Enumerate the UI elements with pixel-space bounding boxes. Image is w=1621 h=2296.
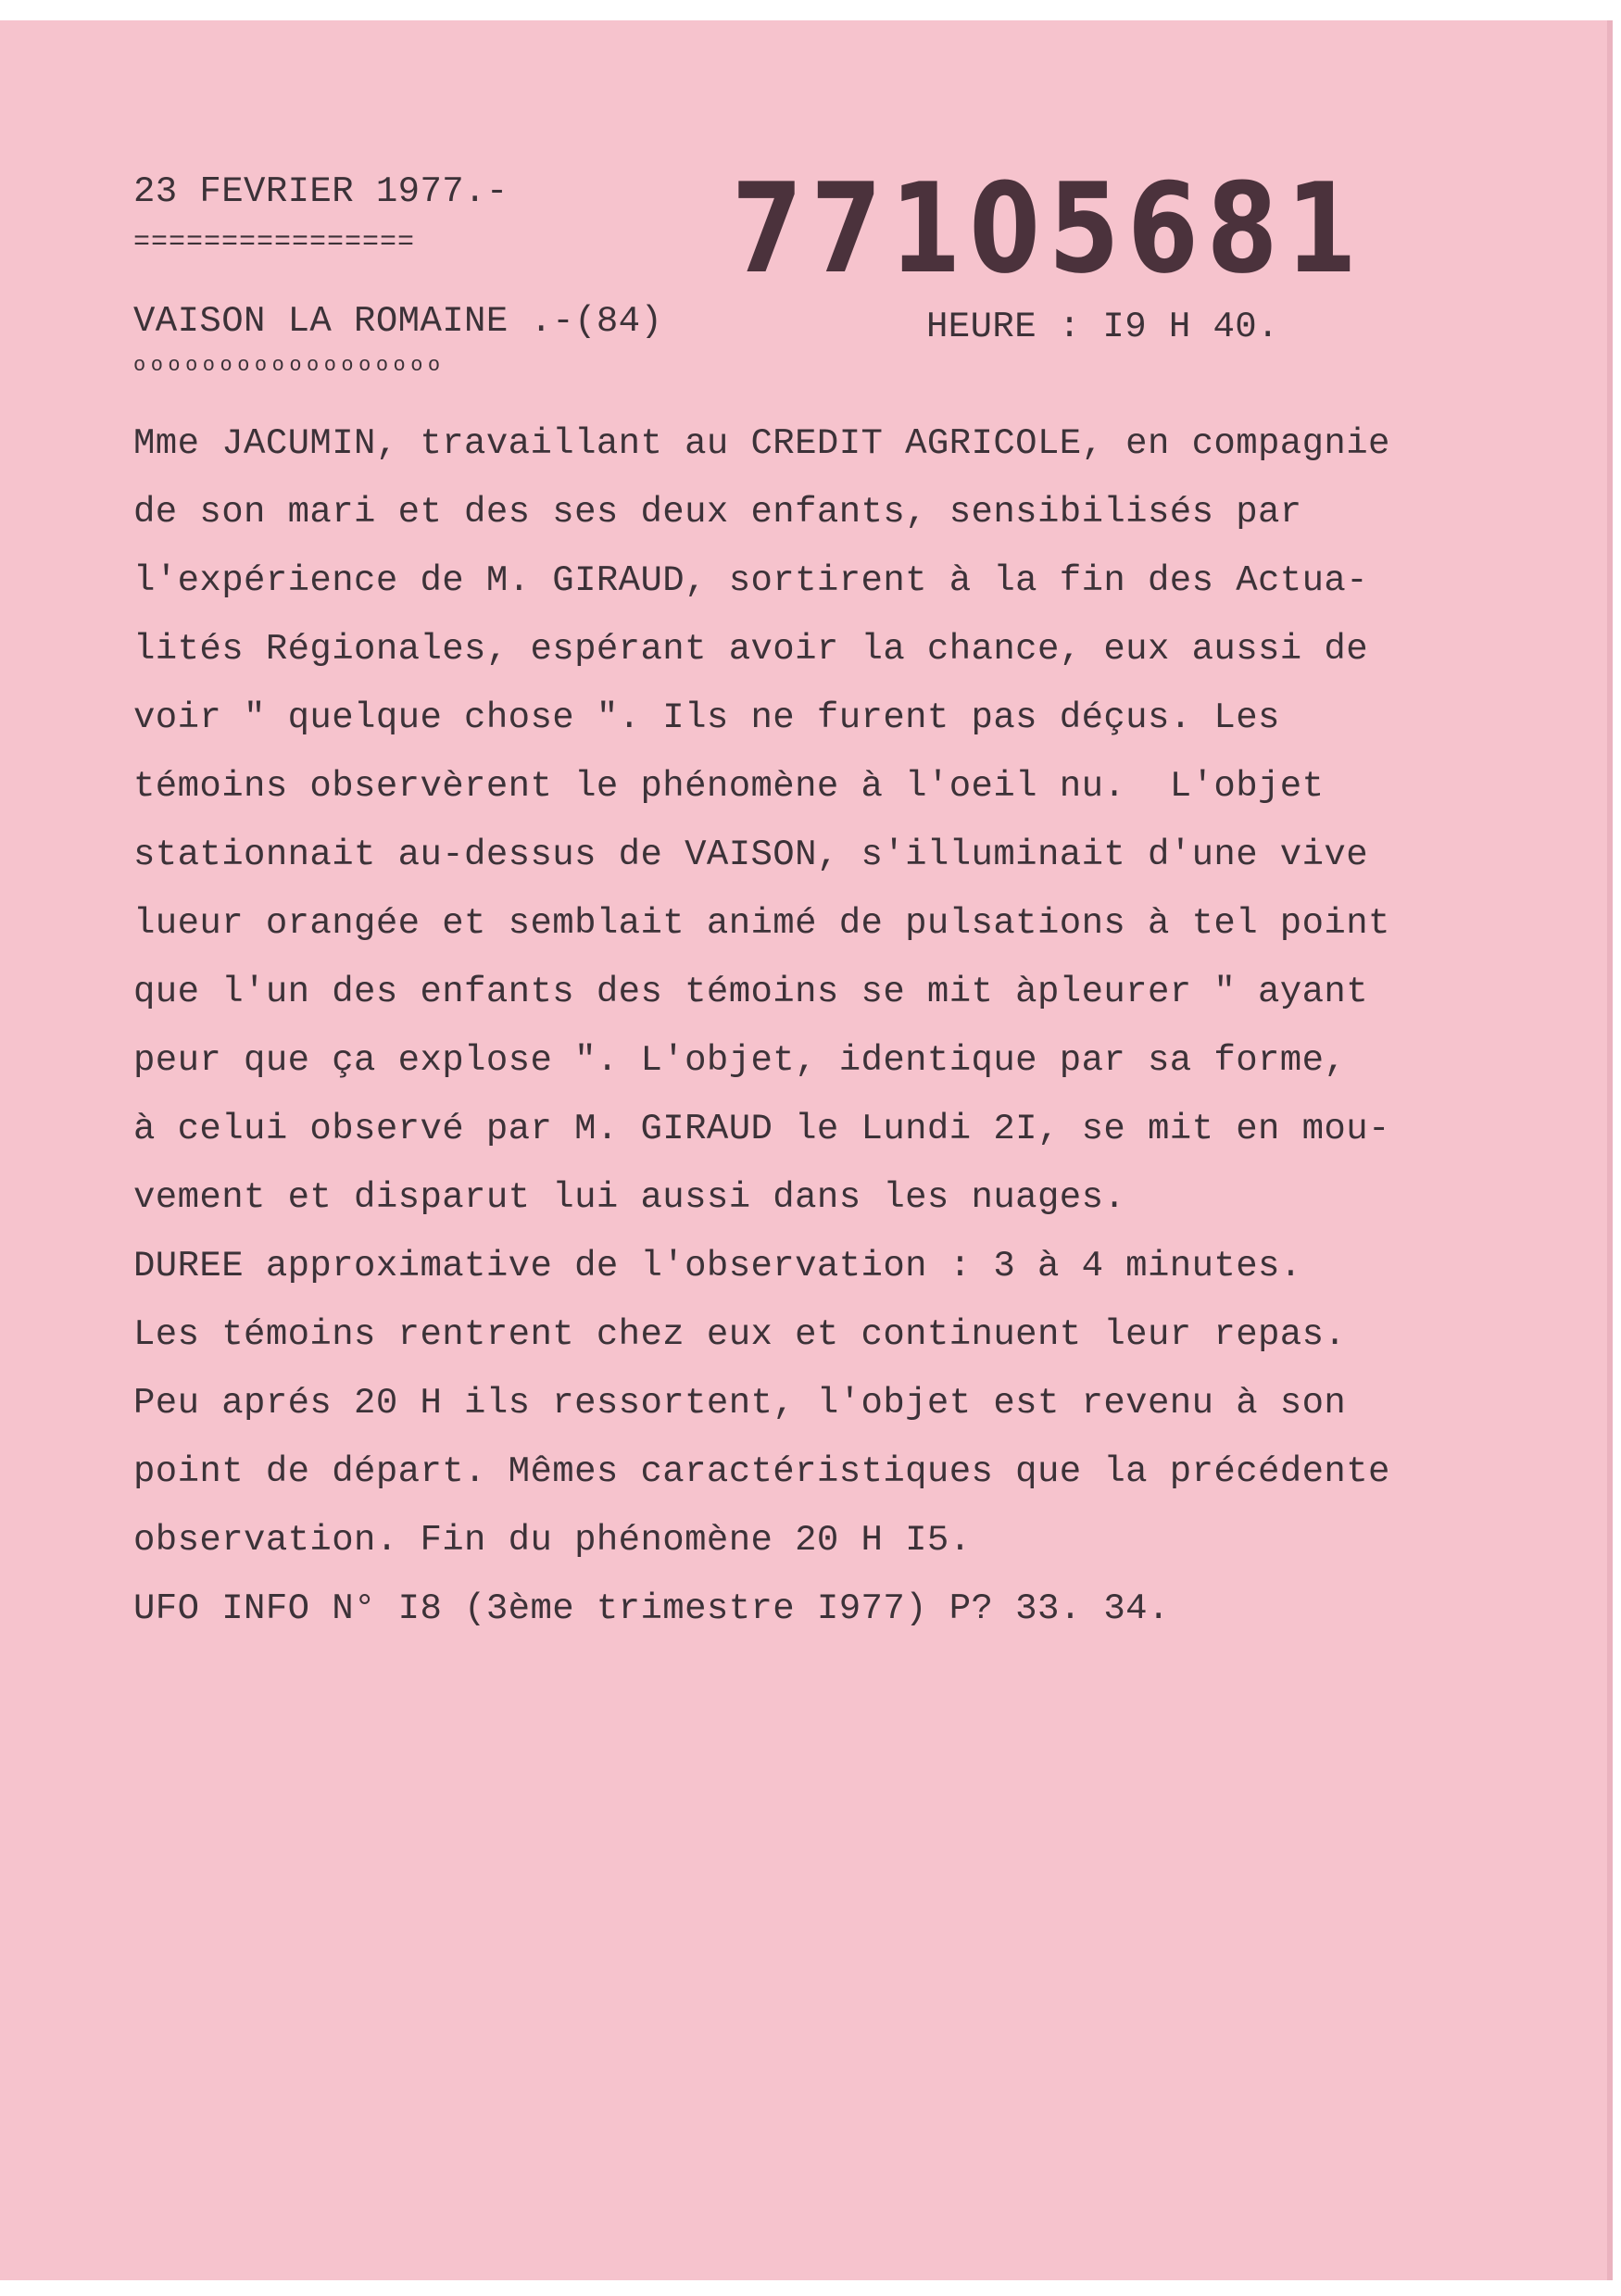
body-line: peur que ça explose ". L'objet, identique par sa forme,: [133, 1040, 1347, 1081]
body-line: DUREE approximative de l'observation : 3 à 4 minutes.: [133, 1246, 1302, 1286]
body-line: que l'un des enfants des témoins se mit àpleurer " ayant: [133, 972, 1369, 1012]
report-time: HEURE : I9 H 40.: [926, 307, 1279, 347]
date-underline: ================: [133, 227, 416, 258]
body-line: Peu aprés 20 H ils ressortent, l'objet est revenu à son: [133, 1383, 1347, 1424]
case-number-stamp: 77105681: [732, 157, 1365, 301]
report-location: VAISON LA ROMAINE .-(84): [133, 301, 663, 342]
body-line: voir " quelque chose ". Ils ne furent pas déçus. Les: [133, 697, 1280, 738]
typed-sheet: [0, 20, 1613, 2280]
body-line: point de départ. Mêmes caractéristiques que la précédente: [133, 1451, 1390, 1492]
source-reference: UFO INFO N° I8 (3ème trimestre I977) P? 33. 34.: [133, 1588, 1170, 1629]
body-line: observation. Fin du phénomène 20 H I5.: [133, 1520, 972, 1561]
body-line: Les témoins rentrent chez eux et continuent leur repas.: [133, 1314, 1347, 1355]
body-line: l'expérience de M. GIRAUD, sortirent à la fin des Actua-: [133, 560, 1369, 601]
report-date: 23 FEVRIER 1977.-: [133, 171, 509, 212]
body-line: Mme JACUMIN, travaillant au CREDIT AGRICOLE, en compagnie: [133, 423, 1390, 464]
body-line: lueur orangée et semblait animé de pulsations à tel point: [133, 903, 1390, 944]
body-line: lités Régionales, espérant avoir la chance, eux aussi de: [133, 629, 1369, 670]
location-underline: oooooooooooooooooo: [133, 354, 446, 377]
body-line: à celui observé par M. GIRAUD le Lundi 2I, se mit en mou-: [133, 1109, 1390, 1149]
body-line: de son mari et des ses deux enfants, sensibilisés par: [133, 492, 1302, 533]
body-line: vement et disparut lui aussi dans les nuages.: [133, 1177, 1126, 1218]
body-line: stationnait au-dessus de VAISON, s'illuminait d'une vive: [133, 834, 1369, 875]
report-body: [133, 409, 1523, 1643]
body-line: témoins observèrent le phénomène à l'oeil nu. L'objet: [133, 766, 1325, 807]
